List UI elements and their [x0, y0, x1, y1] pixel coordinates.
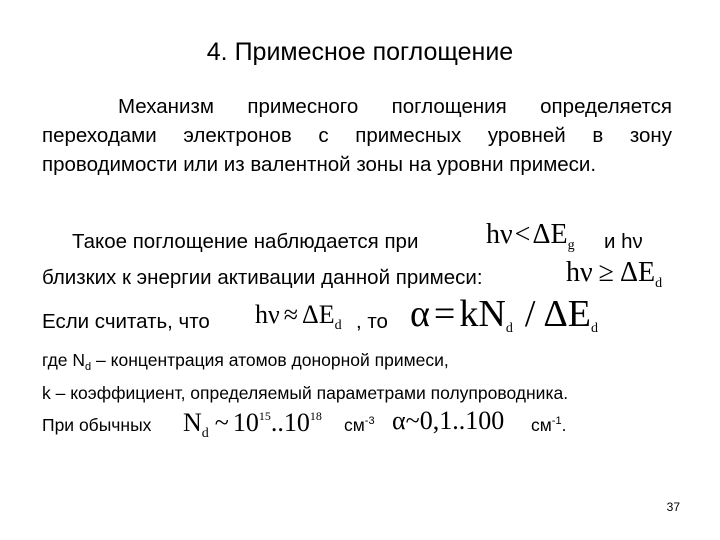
line3-text: Если считать, что [42, 310, 210, 333]
slide-title: 4. Примесное поглощение [206, 38, 514, 66]
base1: 10 [232, 408, 259, 437]
exp1: 15 [258, 409, 271, 423]
unit1 [344, 415, 375, 436]
unit1-sup: -3 [364, 415, 375, 427]
unit2 [531, 415, 566, 436]
tilde: ~ [214, 408, 229, 437]
formula-hv-less-eg [486, 219, 575, 254]
unit1-text: см [344, 415, 365, 435]
line4-sub: d [85, 361, 92, 373]
nd-sub: d [201, 426, 209, 441]
cond-rhs: ΔE [302, 300, 335, 329]
formula-hv-geq-ed [566, 257, 662, 292]
cond-lhs: hν [255, 300, 280, 329]
formula-hv-approx-ed [255, 300, 342, 334]
line3-then: , то [356, 310, 388, 333]
formula-rhs: ΔE [532, 219, 568, 250]
alpha-range: ~0,1..100 [405, 406, 505, 435]
unit2-sup: -1 [551, 415, 562, 427]
formula-sub: d [655, 276, 663, 291]
formula-op: ≥ [598, 257, 615, 288]
cond-sub: d [334, 318, 342, 333]
alpha-symbol: α [392, 406, 406, 435]
delta-e-sub: d [591, 321, 599, 336]
line6-text: При обычных [42, 415, 152, 435]
line4-prefix: где N [42, 350, 86, 370]
formula-rhs: ΔE [620, 257, 656, 288]
page-number: 37 [666, 500, 680, 514]
formula-op: < [514, 219, 531, 250]
formula-nd-range [183, 408, 322, 442]
line2-text: близких к энергии активации данной примеси: [42, 266, 483, 289]
alpha-symbol: α [410, 293, 430, 335]
line4 [42, 350, 449, 373]
delta-e: ΔE [543, 293, 592, 335]
formula-lhs: hν [566, 257, 593, 288]
line4-rest: – концентрация атомов донорной примеси, [91, 350, 449, 370]
cond-op: ≈ [283, 300, 299, 329]
k-sub: d [505, 321, 513, 336]
line1-text: Такое поглощение наблюдается при [72, 230, 419, 253]
unit2-text: см [531, 415, 552, 435]
intro-text: Механизм примесного поглощения определяется переходами электронов с примесных уровней в зону проводимости или из валентной зоны на уровни примеси. [42, 95, 672, 176]
dots: .. [270, 408, 284, 437]
formula-lhs: hν [486, 219, 513, 250]
equals-sign: = [433, 293, 456, 335]
nd-symbol: N [183, 408, 202, 437]
exp2: 18 [309, 409, 322, 423]
line1-tail: и hν [604, 230, 643, 253]
unit2-end: . [561, 415, 567, 435]
formula-alpha [410, 292, 598, 337]
formula-sub: g [567, 238, 575, 253]
intro-paragraph [42, 92, 672, 179]
line5: k – коэффициент, определяемый параметрами полупроводника. [42, 383, 569, 403]
k-nd: kN [459, 293, 506, 335]
slash: / [524, 293, 536, 335]
formula-alpha-range [392, 406, 504, 436]
base2: 10 [283, 408, 310, 437]
